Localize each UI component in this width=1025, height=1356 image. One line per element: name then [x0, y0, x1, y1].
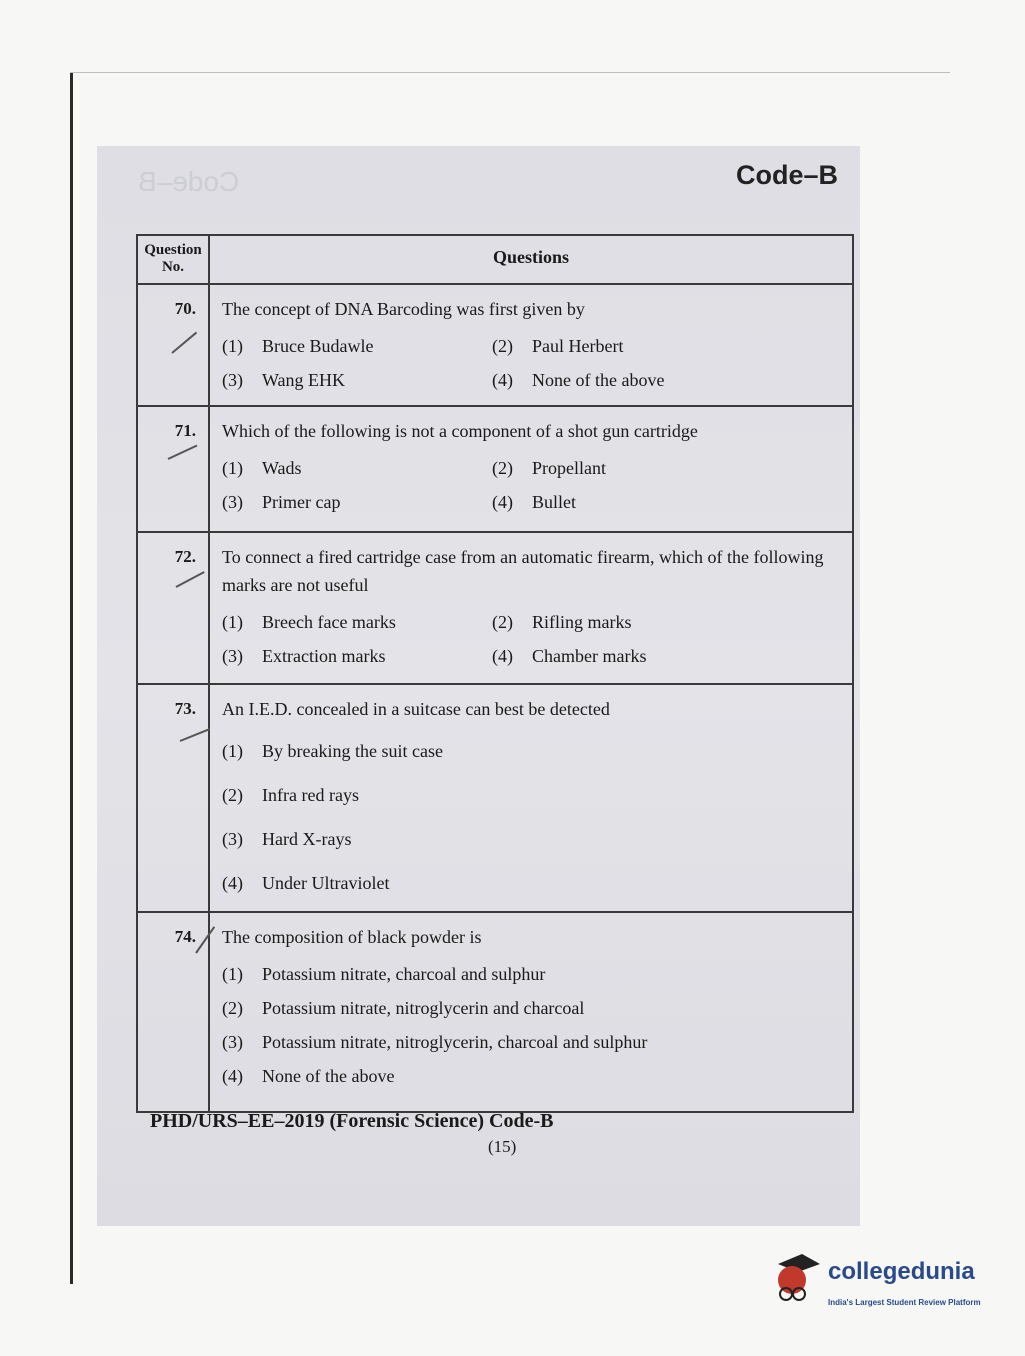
questions-table: [136, 234, 854, 1113]
option-2: (2) Infra red rays: [222, 785, 359, 805]
bleed-through-text: Code–B: [138, 166, 240, 197]
logo-wordmark: collegedunia: [828, 1258, 975, 1285]
option-3: (3) Potassium nitrate, nitroglycerin, charcoal and sulphur: [222, 1032, 648, 1052]
option-1: (1) By breaking the suit case: [222, 741, 443, 761]
question-number: 71.: [137, 406, 209, 532]
question-row-73: [137, 684, 853, 912]
question-number: 73.: [137, 684, 209, 912]
option-3: (3) Extraction marks: [222, 646, 386, 666]
option-2: (2) Propellant: [492, 458, 606, 478]
question-body: [209, 912, 853, 1112]
option-4: (4) None of the above: [222, 1066, 395, 1086]
page-number: (15): [488, 1137, 517, 1156]
logo-tagline: India's Largest Student Review Platform: [828, 1298, 981, 1307]
question-number: 74.: [137, 912, 209, 1112]
question-body: [209, 684, 853, 912]
question-number: 72.: [137, 532, 209, 684]
option-4: (4) None of the above: [492, 370, 665, 390]
col-header-questions: Questions: [209, 235, 853, 284]
question-text: Which of the following is not a component of a shot gun cartridge: [222, 421, 698, 441]
exam-footer: PHD/URS–EE–2019 (Forensic Science) Code-B: [150, 1110, 554, 1132]
question-row-74: [137, 912, 853, 1112]
mascot-icon: [768, 1250, 824, 1320]
option-1: (1) Potassium nitrate, charcoal and sulphur: [222, 964, 546, 984]
scan-edge: [70, 72, 73, 1284]
collegedunia-logo: [768, 1250, 998, 1330]
question-row-70: [137, 284, 853, 406]
question-text: The concept of DNA Barcoding was first given by: [222, 299, 585, 319]
question-row-72: [137, 532, 853, 684]
option-2: (2) Paul Herbert: [492, 336, 624, 356]
option-3: (3) Hard X-rays: [222, 829, 352, 849]
question-number: 70.: [137, 284, 209, 406]
paper-code: Code–B: [736, 160, 839, 190]
option-2: (2) Potassium nitrate, nitroglycerin and charcoal: [222, 998, 585, 1018]
option-1: (1) Breech face marks: [222, 612, 396, 632]
question-row-71: [137, 406, 853, 532]
option-2: (2) Rifling marks: [492, 612, 632, 632]
question-text: The composition of black powder is: [222, 927, 482, 947]
scan-edge-top: [70, 72, 950, 73]
col-header-question-no: Question No.: [137, 235, 209, 284]
table-header-row: [137, 235, 853, 284]
option-3: (3) Primer cap: [222, 492, 341, 512]
option-1: (1) Wads: [222, 458, 302, 478]
option-4: (4) Under Ultraviolet: [222, 873, 390, 893]
option-3: (3) Wang EHK: [222, 370, 346, 390]
option-4: (4) Chamber marks: [492, 646, 647, 666]
question-body: [209, 406, 853, 532]
question-text: To connect a fired cartridge case from an automatic firearm, which of the following marks are not useful: [222, 547, 824, 595]
question-body: [209, 284, 853, 406]
option-4: (4) Bullet: [492, 492, 576, 512]
option-1: (1) Bruce Budawle: [222, 336, 374, 356]
question-text: An I.E.D. concealed in a suitcase can best be detected: [222, 699, 610, 719]
question-body: [209, 532, 853, 684]
